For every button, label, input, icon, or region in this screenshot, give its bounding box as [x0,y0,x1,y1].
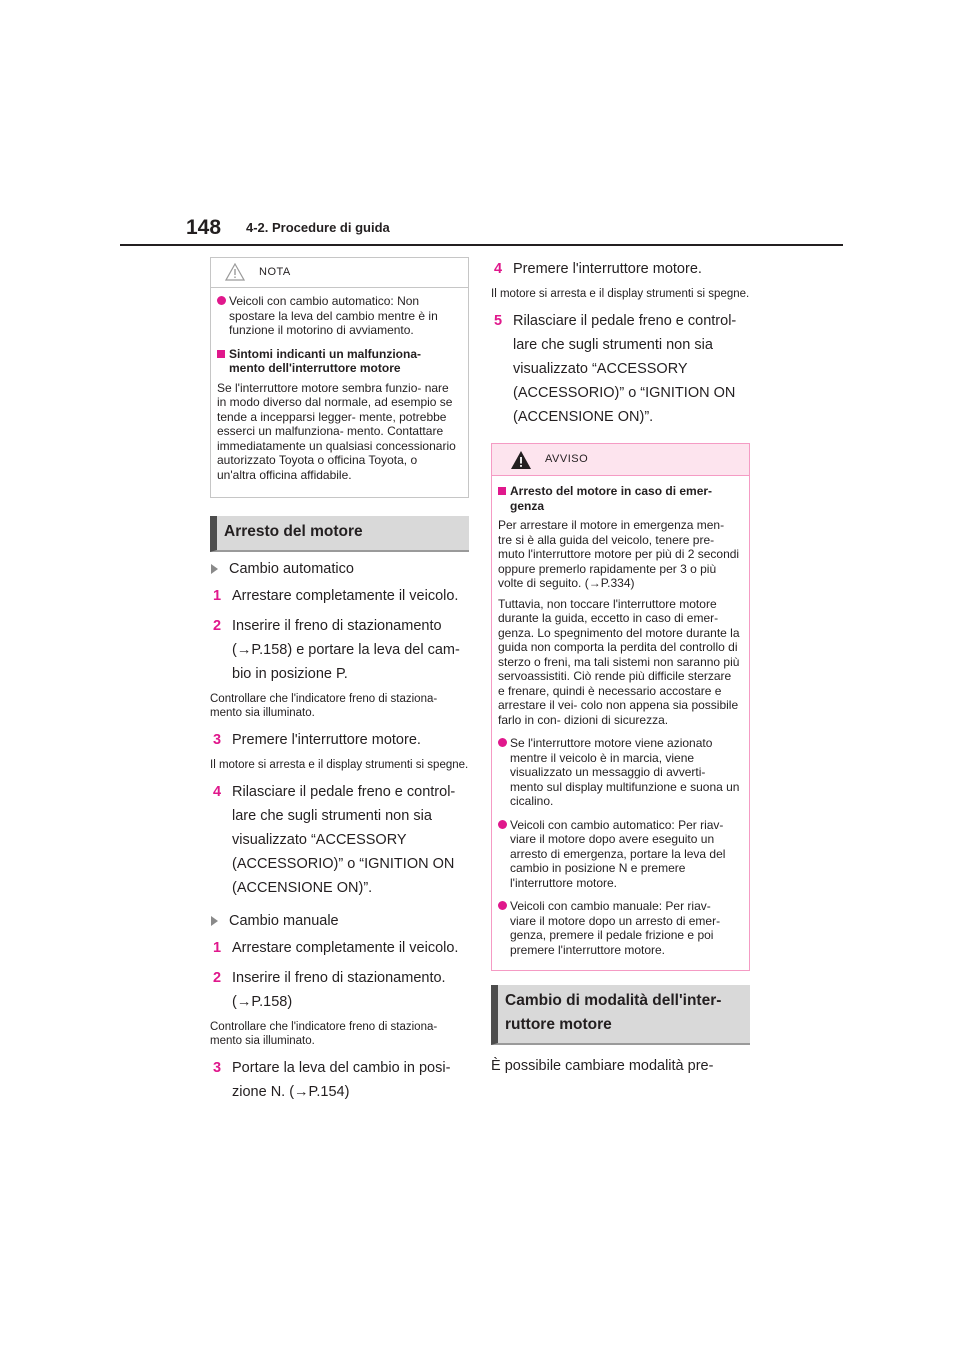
arrow-item-manual: Cambio manuale [210,910,469,932]
bullet-dot-icon [498,901,507,910]
avviso-label: AVVISO [545,453,589,465]
bullet-dot-icon [498,820,507,829]
heading-arresto-motore: Arresto del motore [210,516,469,552]
avviso-paragraph: Tuttavia, non toccare l'interruttore motore durante la guida, eccetto in caso di emer- genza. Lo spegnimento del motore durante la guida non comporta la perdita del controllo di sterzo o freni, ma tali sistemi non saranno più servoassistiti. Ciò rende più difficile sterzare e frenare, quindi è necessario accostare e arrestare il vei- colo non appena sia possibile farlo in con- dizioni di sicurezza. [498,596,740,727]
step: 4 Premere l'interruttore motore. [494,261,702,277]
step-note: Il motore si arresta e il display strumenti si spegne. [210,759,469,771]
page-number: 148 [186,216,222,239]
bullet-dot-icon [217,296,226,305]
nota-label: NOTA [259,266,291,278]
nota-header [211,258,468,288]
avviso-bullet: Veicoli con cambio automatico: Per riav- viare il motore dopo avere eseguito un arresto di emergenza, portare la leva del cambio in posizione N e premere l'interruttore motore. [498,818,740,891]
header-rule [120,244,843,246]
arrow-right-icon [211,564,218,574]
step: 4 Rilasciare il pedale freno e control- lare che sugli strumenti non sia visualizzato “ACCESSORY (ACCESSORIO)” o “IGNITION ON (ACCENSIONE ON)”. [213,784,456,896]
step: 1 Arrestare completamente il veicolo. [213,588,459,604]
nota-box [210,257,469,498]
avviso-bullet: Se l'interruttore motore viene azionato mentre il veicolo è in marcia, viene visualizzato un messaggio di avverti- mento sul display multifunzione e suona un cicalino. [498,736,740,809]
avviso-header [492,444,749,476]
avviso-subheading: Arresto del motore in caso di emer- genza [498,484,740,513]
nota-bullet: Veicoli con cambio automatico: Non spostare la leva del cambio mentre è in funzione il motorino di avviamento. [217,294,459,338]
step-note: Controllare che l'indicatore freno di staziona- mento sia illuminato. [210,693,438,719]
caution-triangle-icon [225,263,245,281]
body-text: È possibile cambiare modalità pre- [491,1058,714,1074]
step: 2 Inserire il freno di stazionamento. (→P.158) [213,970,446,1010]
step-note: Il motore si arresta e il display strumenti si spegne. [491,288,750,300]
nota-paragraph: Se l'interruttore motore sembra funzio- nare in modo diverso dal normale, ad esempio se tende a incepparsi legger- mente, potrebbe esserci un malfunziona- mento. Contattare immediatamente un qualsiasi concessionario autorizzato Toyota o officina Toyota, o un'altra officina affidabile. [217,380,456,482]
right-column [491,257,750,1077]
avviso-paragraph: Per arrestare il motore in emergenza men- tre si è alla guida del veicolo, tenere pre- muto l'interruttore motore per più di 2 secondi oppure premerlo rapidamente per 3 o più volte di seguito. (→P.334) [498,518,740,590]
avviso-box [491,443,750,971]
step: 1 Arrestare completamente il veicolo. [213,940,459,956]
nota-subheading: Sintomi indicanti un malfunziona- mento dell'interruttore motore [217,347,459,376]
left-column [210,257,469,1104]
arrow-item-automatic: Cambio automatico [210,558,469,580]
square-bullet-icon [217,350,225,358]
step-note: Controllare che l'indicatore freno di staziona- mento sia illuminato. [210,1021,438,1047]
step: 2 Inserire il freno di stazionamento (→P.158) e portare la leva del cam- bio in posizione P. [213,618,460,682]
warning-triangle-icon [510,450,532,470]
step: 3 Premere l'interruttore motore. [213,732,421,748]
square-bullet-icon [498,487,506,495]
arrow-right-icon [211,916,218,926]
step: 5 Rilasciare il pedale freno e control- lare che sugli strumenti non sia visualizzato “ACCESSORY (ACCESSORIO)” o “IGNITION ON (ACCENSIONE ON)”. [494,313,737,425]
heading-cambio-modalita: Cambio di modalità dell'inter- ruttore motore [491,985,750,1045]
avviso-bullet: Veicoli con cambio manuale: Per riav- viare il motore dopo un arresto di emer- genza, premere il pedale frizione e poi premere l'interruttore motore. [498,899,740,957]
section-title: 4-2. Procedure di guida [246,220,390,235]
step: 3 Portare la leva del cambio in posi- zione N. (→P.154) [213,1060,451,1100]
bullet-dot-icon [498,738,507,747]
